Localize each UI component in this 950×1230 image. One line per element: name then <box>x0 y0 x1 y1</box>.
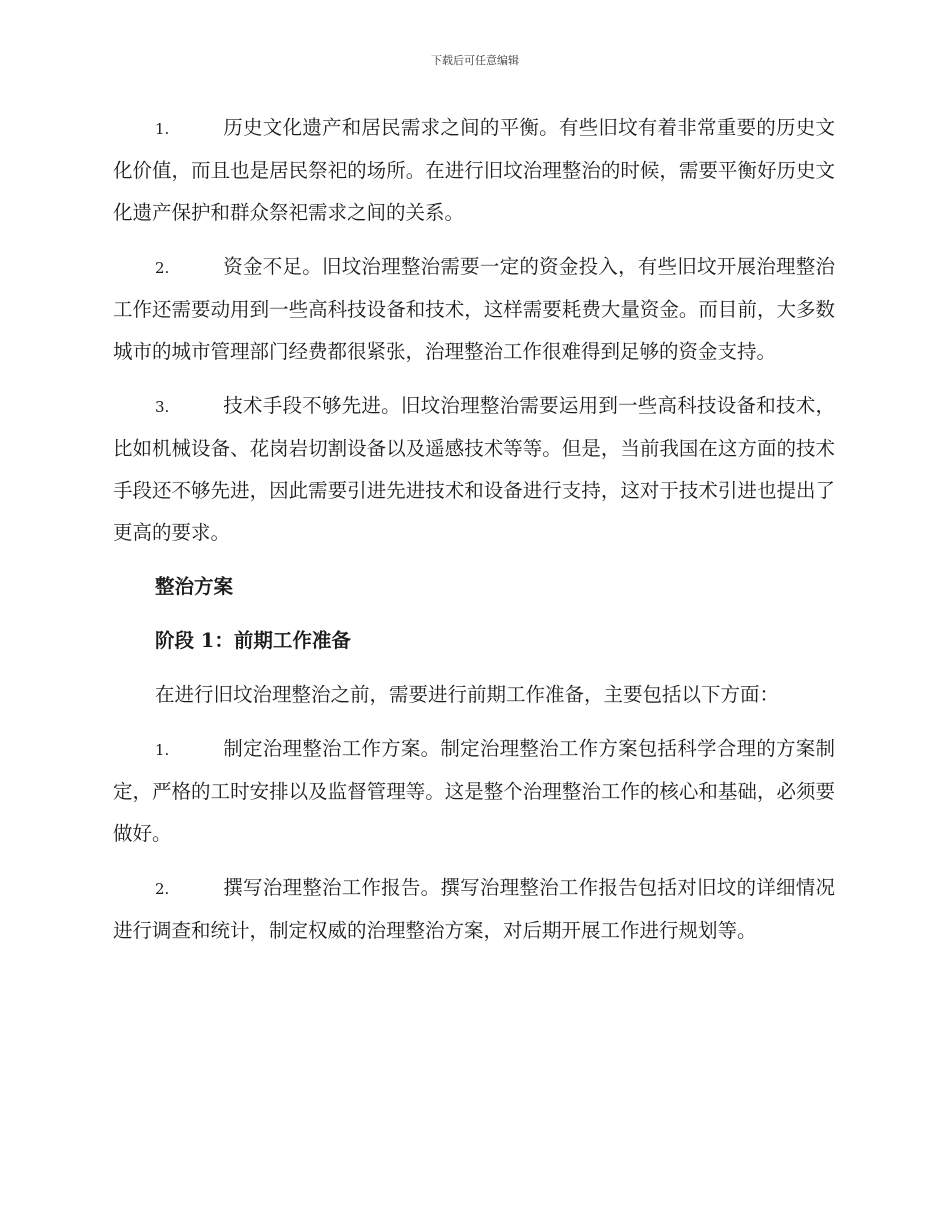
list-item-text: 历史文化遗产和居民需求之间的平衡。有些旧坟有着非常重要的历史文化价值，而且也是居民祭祀的场所。在进行旧坟治理整治的时候，需要平衡好历史文化遗产保护和群众祭祀需求之间的关系。 <box>113 116 835 224</box>
list-item <box>113 728 835 855</box>
list-number: 2. <box>155 880 170 898</box>
list-item-text: 技术手段不够先进。旧坟治理整治需要运用到一些高科技设备和技术，比如机械设备、花岗岩切割设备以及遥感技术等等。但是，当前我国在这方面的技术手段还不够先进，因此需要引进先进技术和设备进行支持，这对于技术引进也提出了更高的要求。 <box>113 394 835 544</box>
list-number: 2. <box>155 259 170 277</box>
list-item-text: 制定治理整治工作方案。制定治理整治工作方案包括科学合理的方案制定，严格的工时安排以及监督管理等。这是整个治理整治工作的核心和基础，必须要做好。 <box>113 737 835 845</box>
list-item-text: 撰写治理整治工作报告。撰写治理整治工作报告包括对旧坟的详细情况进行调查和统计，制定权威的治理整治方案，对后期开展工作进行规划等。 <box>113 876 835 942</box>
list-number: 1. <box>155 120 170 138</box>
document-body <box>113 107 835 964</box>
list-item-text: 资金不足。旧坟治理整治需要一定的资金投入，有些旧坟开展治理整治工作还需要动用到一些高科技设备和技术，这样需要耗费大量资金。而目前，大多数城市的城市管理部门经费都很紧张，治理整治工作很难得到足够的资金支持。 <box>113 255 835 363</box>
list-item <box>113 385 835 554</box>
list-number: 1. <box>155 741 170 759</box>
list-item <box>113 867 835 952</box>
page-header: 下载后可任意编辑 <box>431 54 519 67</box>
list-item <box>113 246 835 373</box>
stage-heading: 阶段 1：前期工作准备 <box>155 629 351 652</box>
list-item <box>113 107 835 234</box>
section-heading: 整治方案 <box>155 575 234 598</box>
intro-paragraph: 在进行旧坟治理整治之前，需要进行前期工作准备，主要包括以下方面： <box>155 683 780 706</box>
list-number: 3. <box>155 398 170 416</box>
